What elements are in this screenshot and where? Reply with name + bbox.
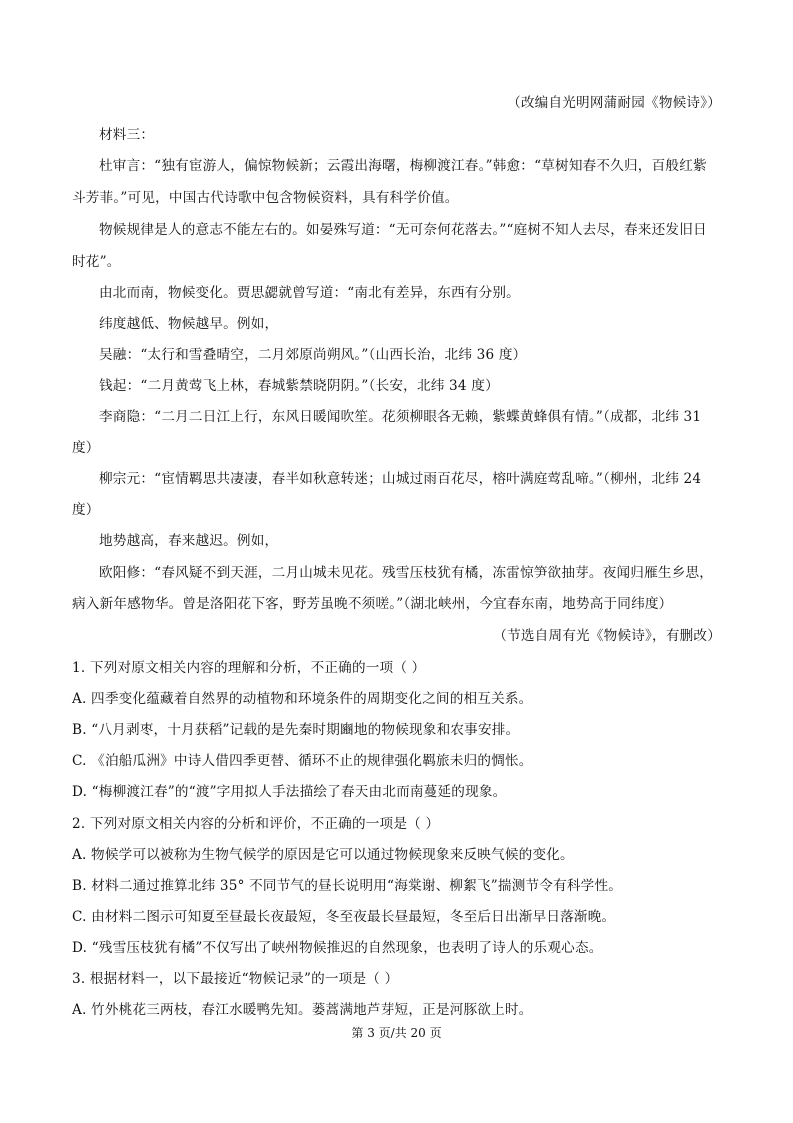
- paragraph-line: 度）: [72, 440, 100, 456]
- answer-option: A. 四季变化蕴藏着自然界的动植物和环境条件的周期变化之间的相互关系。: [72, 691, 533, 707]
- answer-option: A. 物候学可以被称为生物气候学的原因是它可以通过物候现象来反映气候的变化。: [72, 847, 574, 863]
- paragraph-line: 度）: [72, 502, 100, 518]
- paragraph-line: 纬度越低、物候越早。例如，: [99, 316, 279, 332]
- answer-option: B. “八月剥枣，十月获稻”记载的是先秦时期豳地的物候现象和农事安排。: [72, 722, 520, 738]
- answer-option: C. 由材料二图示可知夏至昼最长夜最短，冬至夜最长昼最短，冬至后日出渐早日落渐晚。: [72, 909, 616, 925]
- paragraph-line: 吴融：“太行和雪叠晴空，二月郊原尚朔风。”（山西长治，北纬 36 度）: [99, 347, 527, 363]
- question-stem: 3. 根据材料一，以下最接近“物候记录”的一项是（ ）: [72, 971, 399, 987]
- answer-option: D. “梅柳渡江春”的“渡”字用拟人手法描绘了春天由北而南蔓延的现象。: [72, 784, 507, 800]
- paragraph-line: 杜审言：“独有宦游人，偏惊物候新；云霞出海曙，梅柳渡江春。”韩愈：“草树知春不久归，百般红紫: [99, 158, 707, 174]
- paragraph-line: 病入新年感物华。曾是洛阳花下客，野芳虽晚不须嗟。”（湖北峡州，今宜春东南，地势高于同纬度）: [72, 596, 673, 612]
- paragraph-line: 李商隐：“二月二日江上行，东风日暖闻吹笙。花须柳眼各无赖，紫蝶黄蜂俱有情。”（成都，北纬 31: [99, 409, 702, 425]
- paragraph-line: 柳宗元：“宦情羁思共凄凄，春半如秋意转迷；山城过雨百花尽，榕叶满庭莺乱啼。”（柳州，北纬 24: [99, 471, 702, 487]
- question-stem: 2. 下列对原文相关内容的分析和评价，不正确的一项是（ ）: [72, 816, 440, 832]
- page-number-footer: 第 3 页/共 20 页: [351, 1026, 442, 1040]
- paragraph-line: 欧阳修：“春风疑不到天涯，二月山城未见花。残雪压枝犹有橘，冻雷惊笋欲抽芽。夜闻归雁生乡思，: [99, 565, 714, 581]
- paragraph-line: 斗芳菲。”可见，中国古代诗歌中包含物候资料，具有科学价值。: [72, 190, 459, 206]
- material-title: 材料三：: [99, 127, 155, 143]
- paragraph-line: 钱起：“二月黄莺飞上林，春城紫禁晓阴阴。”（长安，北纬 34 度）: [99, 378, 499, 394]
- paragraph-line: 时花”。: [72, 254, 121, 270]
- answer-option: A. 竹外桃花三两枝，春江水暖鸭先知。蒌蒿满地芦芽短，正是河豚欲上时。: [72, 1002, 533, 1018]
- source-attribution-bottom: （节选自周有光《物候诗》，有删改）: [493, 628, 721, 644]
- answer-option: B. 材料二通过推算北纬 35° 不同节气的昼长说明用“海棠谢、柳絮飞”揣测节令有科学性。: [72, 878, 623, 894]
- paragraph-line: 地势越高，春来越迟。例如，: [99, 533, 279, 549]
- paragraph-line: 物候规律是人的意志不能左右的。如晏殊写道：“无可奈何花落去。”“庭树不知人去尽，春来还发旧日: [99, 222, 707, 238]
- question-stem: 1. 下列对原文相关内容的理解和分析，不正确的一项（ ）: [72, 660, 426, 676]
- paragraph-line: 由北而南，物候变化。贾思勰就曾写道：“南北有差异，东西有分别。: [99, 285, 520, 301]
- answer-option: C. 《泊船瓜洲》中诗人借四季更替、循环不止的规律强化羁旅未归的惆怅。: [72, 753, 533, 769]
- source-attribution-top: （改编自光明网蒲耐园《物候诗》）: [507, 95, 721, 111]
- answer-option: D. “残雪压枝犹有橘”不仅写出了峡州物候推迟的自然现象，也表明了诗人的乐观心态。: [72, 940, 603, 956]
